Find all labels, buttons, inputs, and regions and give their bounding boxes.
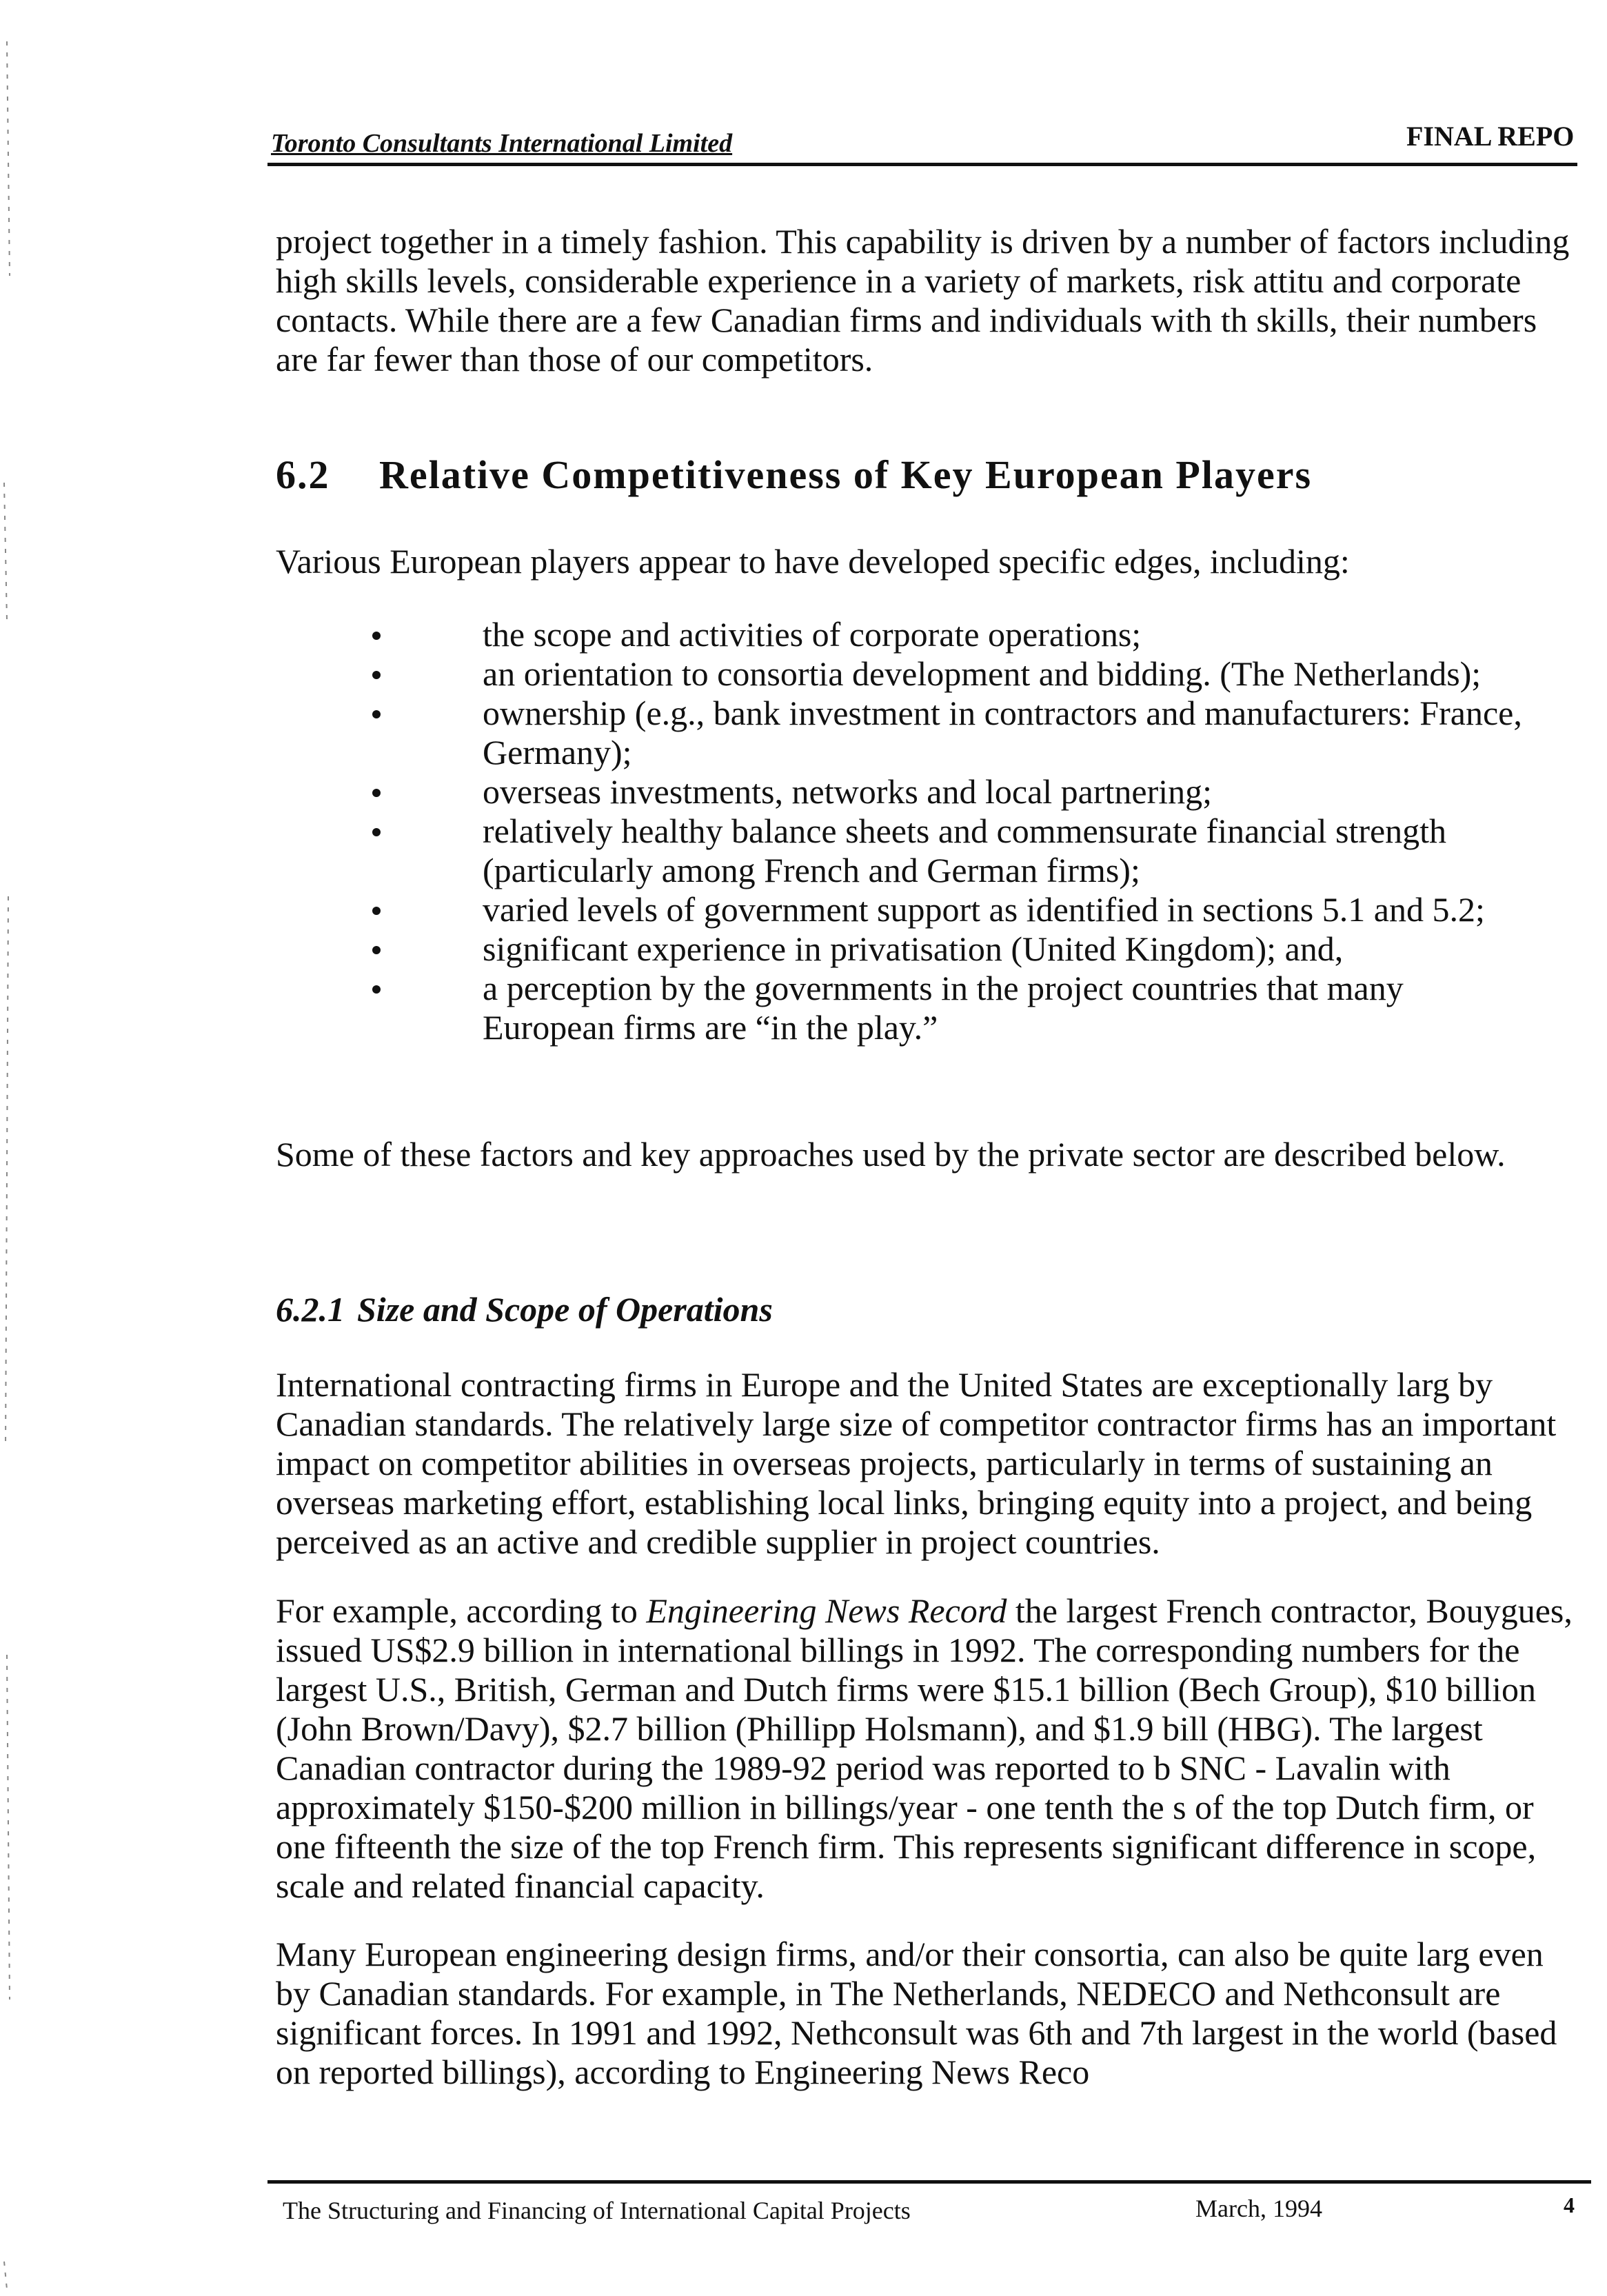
billings-text: the largest French contractor, Bouygues, issued US$2.9 billion in international billings in 1992. The corresponding numbers for the largest U.S., British, German and Dutch firms were $15.1 billion (Bech Group), $10 billion (John Brown/Davy), $2.7 billion (Phillipp Holsmann), and $1.9 bill (HBG). The largest Canadian contractor during the 1989-92 period was reported to b SNC - Lavalin with approximately $150-$200 million in billings/year - one tenth the s of the top Dutch firm, or one fifteenth the size of the top French firm. This represents significant difference in scope, scale and related financial capacity. [276,1591,1573,1905]
subsection-heading [276,1289,773,1329]
example-prefix: For example, according to [276,1591,647,1630]
paragraph-size: International contracting firms in Europe and the United States are exceptionally larg by Canadian standards. The relatively large size of competitor contractor firms has an important impact on competitor abilities in overseas projects, particularly in terms of sustaining an overseas marketing effort, establishing local links, bringing equity into a project, and being perceived as an active and credible supplier in project countries. [276,1365,1557,1561]
section-closing: Some of these factors and key approaches used by the private sector are described below. [276,1135,1506,1174]
bullet-item: ownership (e.g., bank investment in contractors and manufacturers: France, Germany); [372,694,1537,772]
section-heading [276,452,1312,498]
page-number: 4 [1564,2193,1575,2217]
footer-title: The Structuring and Financing of International Capital Projects [283,2197,911,2224]
intro-paragraph: project together in a timely fashion. This capability is driven by a number of factors including high skills levels, considerable experience in a variety of markets, risk attitu and corporate contacts. While there are a few Canadian firms and individuals with th skills, their numbers are far fewer than those of our competitors. [276,222,1570,379]
bullet-item: significant experience in privatisation (United Kingdom); and, [372,929,1537,969]
bullet-item: an orientation to consortia development and bidding. (The Netherlands); [372,654,1537,694]
bullet-item: a perception by the governments in the project countries that many European firms are “in the play.” [372,969,1537,1047]
bullet-item: varied levels of government support as identified in sections 5.1 and 5.2; [372,890,1537,929]
bullet-item: the scope and activities of corporate operations; [372,615,1537,654]
paragraph-billings [276,1591,1586,1906]
footer-date: March, 1994 [1195,2195,1322,2222]
footer-divider [267,2180,1591,2184]
source-citation: Engineering News Record [646,1591,1007,1630]
bullet-item: overseas investments, networks and local partnering; [372,772,1537,812]
section-number: 6.2 [276,452,330,497]
bullet-item: relatively healthy balance sheets and commensurate financial strength (particularly among French and German firms); [372,812,1537,890]
header-divider [267,163,1577,166]
edges-bullet-list [372,615,1537,1047]
section-title: Relative Competitiveness of Key European Players [379,452,1313,497]
header-report-label: FINAL REPO [1406,121,1575,152]
subsection-title: Size and Scope of Operations [357,1290,773,1329]
left-margin-scan-artifact [0,0,48,2296]
header-organization: Toronto Consultants International Limited [271,129,733,158]
paragraph-design-firms: Many European engineering design firms, and/or their consortia, can also be quite larg even by Canadian standards. For example, in The Netherlands, NEDECO and Nethconsult are significant forces. In 1991 and 1992, Nethconsult was 6th and 7th largest in the world (based on reported billings), according to Engineering News Reco [276,1935,1557,2091]
section-lead: Various European players appear to have developed specific edges, including: [276,542,1350,581]
subsection-number: 6.2.1 [276,1290,345,1329]
